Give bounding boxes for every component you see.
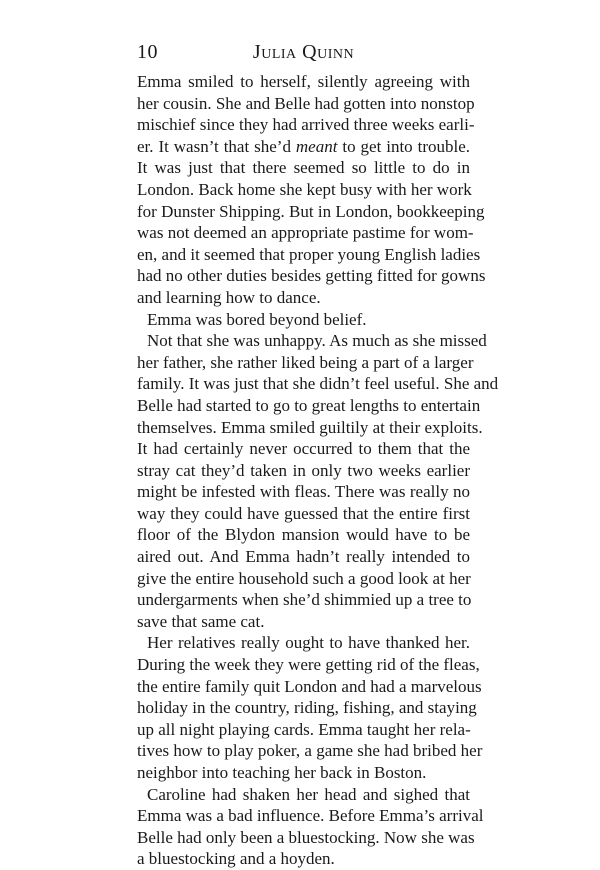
- text-line: [137, 676, 482, 698]
- text-line-content: the entire family quit London and had a marvelous: [137, 676, 482, 696]
- text-line: [137, 287, 470, 309]
- text-line: [137, 762, 470, 784]
- text-line-content: It had certainly never occurred to them that the: [137, 439, 470, 459]
- text-line: [137, 93, 475, 115]
- text-line: [137, 503, 470, 525]
- text-line: [137, 114, 475, 136]
- page-number: 10: [137, 41, 158, 63]
- text-line: [137, 632, 470, 654]
- body-text: [137, 71, 499, 870]
- text-line: [137, 157, 470, 179]
- text-line-content: might be infested with fleas. There was really no: [137, 482, 470, 502]
- text-line-content: neighbor into teaching her back in Boston.: [137, 763, 427, 782]
- text-line-content: London. Back home she kept busy with her work: [137, 179, 472, 199]
- text-line: [137, 179, 470, 201]
- text-line: [137, 265, 486, 287]
- text-line-content: themselves. Emma smiled guiltily at their exploits.: [137, 417, 483, 437]
- text-line-content: Not that she was unhappy. As much as she missed: [147, 331, 487, 351]
- text-line: [137, 71, 470, 93]
- text-line: [137, 589, 470, 611]
- text-line-content: give the entire household such a good look at her: [137, 568, 471, 588]
- text-line: [137, 438, 470, 460]
- text-line: [137, 784, 470, 806]
- text-line: [137, 330, 487, 352]
- text-line: [137, 697, 477, 719]
- text-line: [137, 611, 470, 633]
- text-line-content: for Dunster Shipping. But in London, bookkeeping: [137, 201, 485, 221]
- text-line-content: Emma was bored beyond belief.: [147, 309, 367, 329]
- text-line: [137, 460, 470, 482]
- text-line-content: It was just that there seemed so little to do in: [137, 158, 470, 178]
- text-line-content: Belle had started to go to great lengths to entertain: [137, 395, 481, 415]
- text-line-content: en, and it seemed that proper young English ladies: [137, 244, 481, 264]
- text-line: [137, 848, 470, 870]
- running-head: [137, 41, 470, 67]
- text-line: [137, 654, 480, 676]
- text-line: [137, 201, 485, 223]
- text-line-content: mischief since they had arrived three weeks earli-: [137, 115, 475, 135]
- text-line: [137, 546, 470, 568]
- text-line-content: er. It wasn’t that she’d: [137, 136, 296, 156]
- text-line-content: save that same cat.: [137, 611, 265, 631]
- emphasized-word: meant: [295, 136, 338, 156]
- text-line-content: way they could have guessed that the entire first: [137, 503, 470, 523]
- text-line-content: Emma was a bad influence. Before Emma’s arrival: [137, 806, 484, 826]
- text-line-content: Belle had only been a bluestocking. Now she was: [137, 827, 475, 847]
- running-head-author: Julia Quinn: [252, 41, 355, 63]
- text-line-content: her father, she rather liked being a part of a larger: [137, 352, 474, 372]
- text-line: [137, 352, 474, 374]
- text-line: [137, 417, 483, 439]
- text-line-content: holiday in the country, riding, fishing, and staying: [137, 698, 477, 718]
- text-line-continuation: to get into trouble.: [337, 136, 471, 156]
- text-line-content: Caroline had shaken her head and sighed that: [147, 784, 470, 804]
- text-line: [137, 481, 470, 503]
- text-line-content: up all night playing cards. Emma taught her rela-: [137, 719, 471, 739]
- text-line: [137, 524, 470, 546]
- text-line-content: During the week they were getting rid of the fleas,: [137, 655, 480, 675]
- text-line: [137, 740, 483, 762]
- text-line: [137, 827, 475, 849]
- text-line-content: Her relatives really ought to have thanked her.: [147, 633, 470, 653]
- text-line: [137, 136, 470, 158]
- text-line-content: Emma smiled to herself, silently agreeing with: [137, 72, 470, 91]
- text-line-content: her cousin. She and Belle had gotten into nonstop: [137, 93, 475, 113]
- text-line: [137, 395, 481, 417]
- text-line-content: floor of the Blydon mansion would have to be: [137, 525, 470, 545]
- text-line-content: a bluestocking and a hoyden.: [137, 849, 335, 869]
- text-line-content: stray cat they’d taken in only two weeks earlier: [137, 460, 470, 480]
- text-line: [137, 244, 481, 266]
- text-line-content: tives how to play poker, a game she had bribed her: [137, 741, 483, 761]
- text-line: [137, 309, 470, 331]
- text-line: [137, 719, 470, 741]
- text-line: [137, 805, 484, 827]
- text-line-content: aired out. And Emma hadn’t really intended to: [137, 547, 470, 567]
- text-line: [137, 222, 474, 244]
- text-line-content: undergarments when she’d shimmied up a tree to: [137, 590, 472, 610]
- text-line-content: had no other duties besides getting fitted for gowns: [137, 266, 486, 286]
- text-line: [137, 568, 470, 590]
- text-line-content: and learning how to dance.: [137, 287, 321, 307]
- text-line-content: was not deemed an appropriate pastime for wom-: [137, 223, 474, 243]
- text-line: [137, 373, 499, 395]
- text-line-content: family. It was just that she didn’t feel useful. She and: [137, 374, 499, 394]
